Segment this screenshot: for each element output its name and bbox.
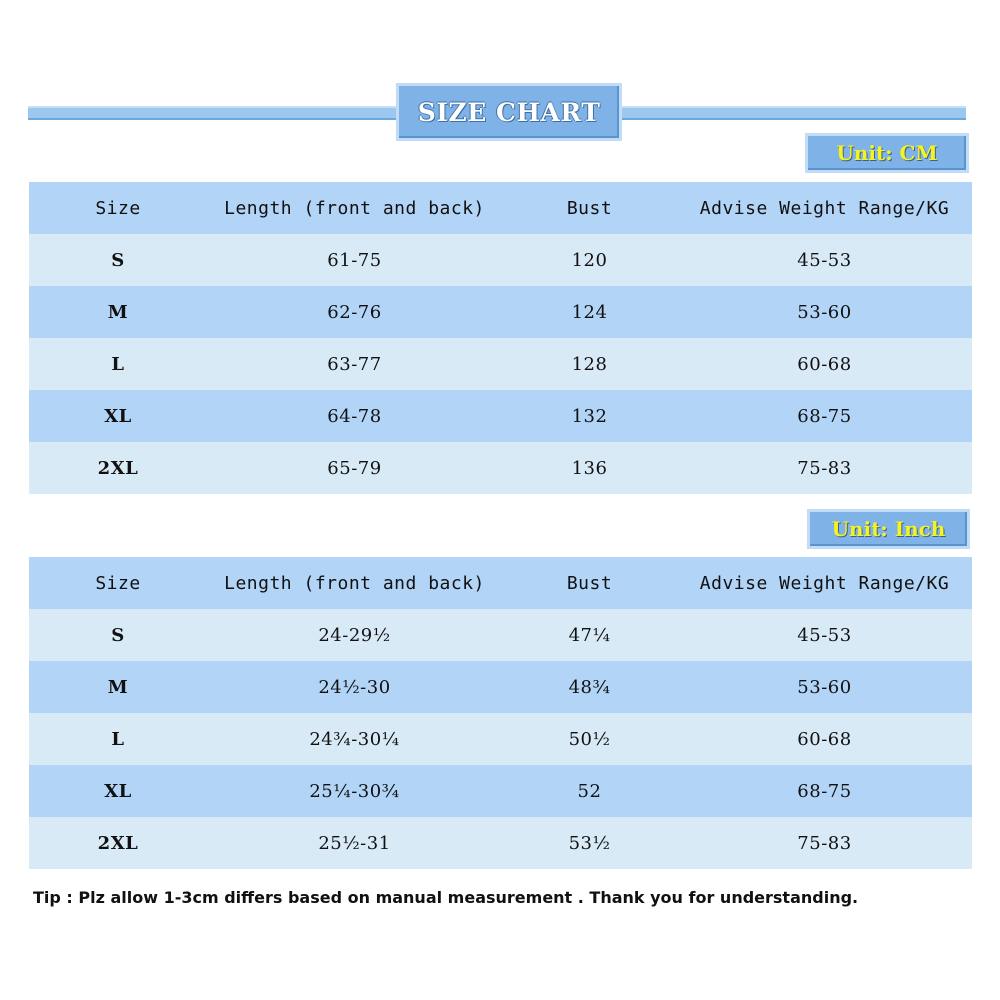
cell-size: L	[111, 728, 125, 750]
cell-size: 2XL	[97, 457, 139, 479]
header-weight: Advise Weight Range/KG	[699, 572, 950, 594]
table-row	[29, 661, 972, 713]
title-rule-right	[620, 106, 966, 120]
cell-bust: 47¼	[568, 624, 611, 646]
table-row	[29, 609, 972, 661]
table-row	[29, 765, 972, 817]
cell-weight: 53-60	[797, 676, 852, 698]
cell-bust: 48¾	[568, 676, 611, 698]
cell-length: 24¾-30¼	[309, 728, 400, 750]
cell-size: M	[107, 301, 129, 323]
table-row	[29, 338, 972, 390]
cell-weight: 53-60	[797, 301, 852, 323]
cell-weight: 68-75	[797, 405, 852, 427]
cell-bust: 120	[571, 249, 608, 271]
cell-length: 24½-30	[318, 676, 391, 698]
cell-length: 63-77	[327, 353, 382, 375]
cell-bust: 124	[571, 301, 608, 323]
cell-weight: 75-83	[797, 457, 852, 479]
header-weight: Advise Weight Range/KG	[699, 197, 950, 219]
table-row	[29, 442, 972, 494]
cell-length: 64-78	[327, 405, 382, 427]
cell-length: 65-79	[327, 457, 382, 479]
size-table-cm	[29, 182, 972, 494]
cell-weight: 60-68	[797, 728, 852, 750]
unit-badge-inch	[807, 509, 970, 549]
header-length: Length (front and back)	[224, 197, 485, 219]
table-row	[29, 817, 972, 869]
cell-bust: 50½	[568, 728, 611, 750]
cell-weight: 60-68	[797, 353, 852, 375]
table-header-row	[29, 557, 972, 609]
cell-bust: 128	[571, 353, 608, 375]
cell-size: S	[111, 249, 125, 271]
cell-weight: 45-53	[797, 624, 852, 646]
unit-badge-cm	[805, 133, 969, 173]
cell-size: M	[107, 676, 129, 698]
cell-length: 25½-31	[318, 832, 391, 854]
unit-label-cm: Unit: CM	[836, 141, 938, 165]
title-banner	[396, 83, 622, 141]
table-row	[29, 286, 972, 338]
cell-size: XL	[104, 780, 132, 802]
cell-bust: 132	[571, 405, 608, 427]
cell-size: L	[111, 353, 125, 375]
cell-length: 25¼-30¾	[309, 780, 400, 802]
unit-label-inch: Unit: Inch	[831, 517, 946, 541]
table-row	[29, 713, 972, 765]
cell-size: 2XL	[97, 832, 139, 854]
cell-bust: 52	[577, 780, 602, 802]
title-rule-left	[28, 106, 398, 120]
table-header-row	[29, 182, 972, 234]
table-row	[29, 390, 972, 442]
header-bust: Bust	[566, 572, 613, 594]
cell-weight: 75-83	[797, 832, 852, 854]
cell-length: 24-29½	[318, 624, 391, 646]
cell-bust: 53½	[568, 832, 611, 854]
cell-length: 61-75	[327, 249, 382, 271]
page-title: SIZE CHART	[417, 97, 601, 127]
size-table-inch	[29, 557, 972, 869]
cell-weight: 68-75	[797, 780, 852, 802]
cell-length: 62-76	[327, 301, 382, 323]
header-bust: Bust	[566, 197, 613, 219]
cell-bust: 136	[571, 457, 608, 479]
header-size: Size	[95, 197, 141, 219]
tip-note: Tip : Plz allow 1-3cm differs based on manual measurement . Thank you for understanding.	[33, 888, 859, 907]
cell-weight: 45-53	[797, 249, 852, 271]
cell-size: XL	[104, 405, 132, 427]
table-row	[29, 234, 972, 286]
cell-size: S	[111, 624, 125, 646]
header-length: Length (front and back)	[224, 572, 485, 594]
header-size: Size	[95, 572, 141, 594]
